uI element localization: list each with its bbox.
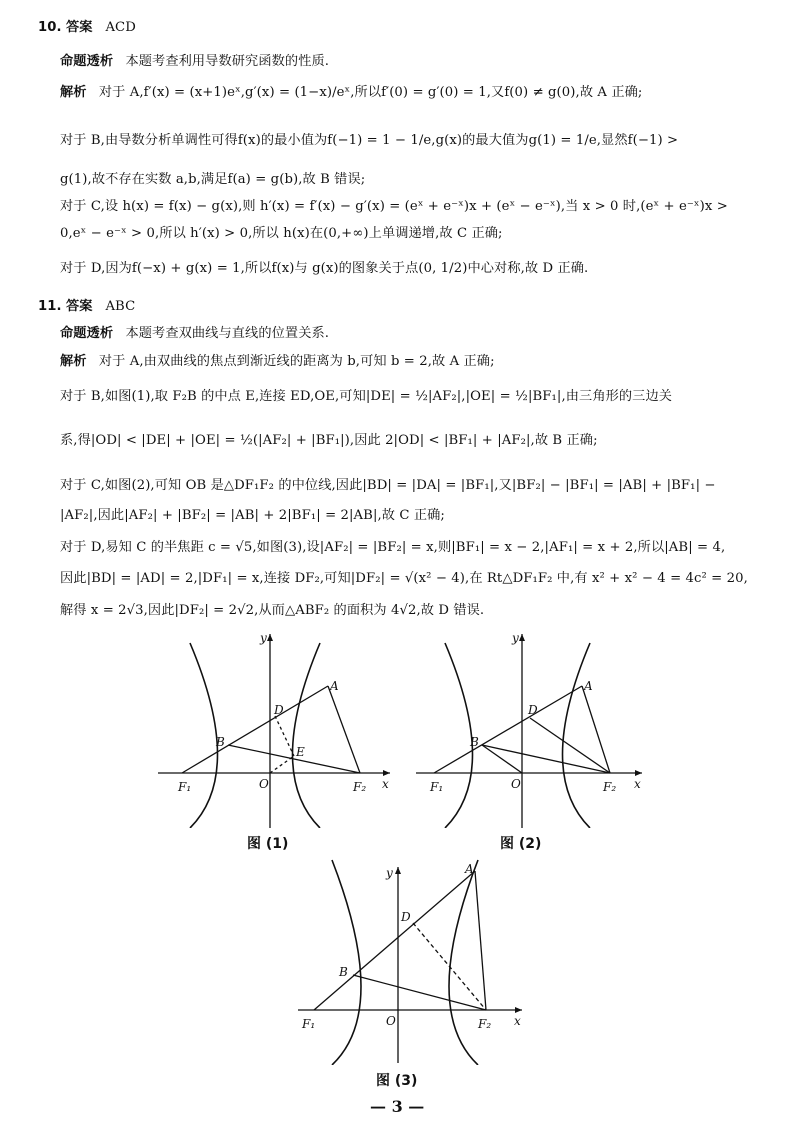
fig1-line-oe — [270, 756, 294, 773]
fig1-label-f2: F₂ — [353, 780, 367, 794]
q10-header — [38, 21, 136, 34]
page-number: — 3 — — [370, 1097, 425, 1116]
fig1-label-f1: F₁ — [178, 780, 192, 794]
q11-analysis — [60, 327, 329, 340]
figure-3 — [290, 855, 530, 1065]
fig2-label-f2: F₂ — [603, 780, 617, 794]
q10-analysis — [60, 55, 329, 68]
fig2-label-f1: F₁ — [430, 780, 444, 794]
figure-2-caption: 图 (2) — [500, 836, 542, 852]
q11-line-b2: 系,得|OD| < |DE| + |OE| = ½(|AF₂| + |BF₁|),因此 2|OD| < |BF₁| + |AF₂|,故 B 正确; — [60, 433, 598, 448]
fig2-label-y: y — [512, 631, 519, 645]
q11-line-d: 对于 D,易知 C 的半焦距 c = √5,如图(3),设|AF₂| = |BF₂| = x,则|BF₁| = x − 2,|AF₁| = x + 2,所以|AB| = 4, — [60, 540, 726, 555]
figure-3-caption: 图 (3) — [376, 1073, 418, 1089]
fig3-label-a: A — [465, 862, 474, 876]
fig3-line-b-f2 — [353, 975, 486, 1010]
q10-analysis-label: 命题透析 — [60, 54, 114, 69]
fig3-label-y: y — [386, 866, 393, 880]
q10-answer: ACD — [105, 20, 136, 35]
q11-number: 11. — [38, 299, 62, 314]
fig2-label-b: B — [470, 735, 479, 749]
q10-answer-label: 答案 — [65, 20, 93, 35]
fig2-label-a: A — [584, 679, 593, 693]
q10-line-a: 对于 A,f′(x) = (x+1)eˣ,g′(x) = (1−x)/eˣ,所以f′(0) = g′(0) = 1,又f(0) ≠ g(0),故 A 正确; — [98, 85, 643, 100]
q11-analysis-text: 本题考查双曲线与直线的位置关系. — [125, 326, 330, 341]
q10-solution-line-1 — [60, 86, 642, 99]
q11-header — [38, 300, 135, 313]
fig1-label-e: E — [296, 745, 305, 759]
fig3-label-d: D — [401, 910, 411, 924]
q10-line-c2: 0,eˣ − e⁻ˣ > 0,所以 h′(x) > 0,所以 h(x)在(0,+∞)上单调递增,故 C 正确; — [60, 226, 503, 241]
q10-line-c: 对于 C,设 h(x) = f(x) − g(x),则 h′(x) = f′(x) − g′(x) = (eˣ + e⁻ˣ)x + (eˣ − e⁻ˣ),当 x > 0 时,(eˣ + e⁻ˣ)x > — [60, 199, 728, 214]
q10-number: 10. — [38, 20, 62, 35]
q11-analysis-label: 命题透析 — [60, 326, 114, 341]
q10-solution-label: 解析 — [60, 85, 87, 100]
q11-solution-label: 解析 — [60, 354, 87, 369]
fig3-left-branch — [332, 860, 361, 1065]
q11-line-a: 对于 A,由双曲线的焦点到渐近线的距离为 b,可知 b = 2,故 A 正确; — [98, 354, 495, 369]
fig3-label-f1: F₁ — [302, 1017, 316, 1031]
fig1-label-x: x — [382, 777, 389, 791]
fig3-label-b: B — [339, 965, 348, 979]
fig1-label-d: D — [274, 703, 284, 717]
fig2-label-o: O — [511, 777, 521, 791]
fig3-right-branch — [449, 860, 478, 1065]
fig3-line-f1-a — [314, 871, 475, 1010]
figure-1 — [150, 628, 400, 828]
fig3-label-x: x — [514, 1014, 521, 1028]
fig2-line-f1-a — [434, 686, 582, 773]
fig1-label-b: B — [216, 735, 225, 749]
fig3-line-a-f2 — [475, 871, 486, 1010]
q10-line-d: 对于 D,因为f(−x) + g(x) = 1,所以f(x)与 g(x)的图象关于点(0, 1/2)中心对称,故 D 正确. — [60, 261, 589, 276]
q11-line-d2: 因此|BD| = |AD| = 2,|DF₁| = x,连接 DF₂,可知|DF₂| = √(x² − 4),在 Rt△DF₁F₂ 中,有 x² + x² − 4 = 4c² = 20, — [60, 571, 748, 586]
fig1-label-o: O — [259, 777, 269, 791]
fig3-label-o: O — [386, 1014, 396, 1028]
q11-answer-label: 答案 — [65, 299, 93, 314]
fig1-line-de — [275, 716, 294, 756]
fig2-label-d: D — [528, 703, 538, 717]
q11-solution-line-1 — [60, 355, 495, 368]
fig3-label-f2: F₂ — [478, 1017, 492, 1031]
fig2-right-branch — [563, 643, 591, 828]
q10-line-b2: g(1),故不存在实数 a,b,满足f(a) = g(b),故 B 错误; — [60, 172, 366, 187]
q11-line-c: 对于 C,如图(2),可知 OB 是△DF₁F₂ 的中位线,因此|BD| = |DA| = |BF₁|,又|BF₂| − |BF₁| = |AB| + |BF₁| − — [60, 478, 716, 493]
q11-answer: ABC — [105, 299, 136, 314]
figure-1-caption: 图 (1) — [247, 836, 289, 852]
fig1-right-branch — [293, 643, 321, 828]
q11-line-c2: |AF₂|,因此|AF₂| + |BF₂| = |AB| + 2|BF₁| = 2|AB|,故 C 正确; — [60, 508, 445, 523]
q10-line-b: 对于 B,由导数分析单调性可得f(x)的最小值为f(−1) = 1 − 1/e,g(x)的最大值为g(1) = 1/e,显然f(−1) > — [60, 133, 679, 148]
fig1-label-a: A — [330, 679, 339, 693]
fig2-label-x: x — [634, 777, 641, 791]
q11-line-d3: 解得 x = 2√3,因此|DF₂| = 2√2,从而△ABF₂ 的面积为 4√2,故 D 错误. — [60, 603, 485, 618]
figure-2 — [410, 628, 650, 828]
fig2-line-a-f2 — [582, 686, 610, 773]
q10-analysis-text: 本题考查利用导数研究函数的性质. — [125, 54, 330, 69]
q11-line-b: 对于 B,如图(1),取 F₂B 的中点 E,连接 ED,OE,可知|DE| = ½|AF₂|,|OE| = ½|BF₁|,由三角形的三边关 — [60, 389, 673, 404]
fig1-left-branch — [190, 643, 218, 828]
fig2-left-branch — [445, 643, 473, 828]
fig1-line-f1-a — [182, 686, 328, 773]
fig1-line-a-f2 — [328, 686, 360, 773]
fig1-label-y: y — [260, 631, 267, 645]
